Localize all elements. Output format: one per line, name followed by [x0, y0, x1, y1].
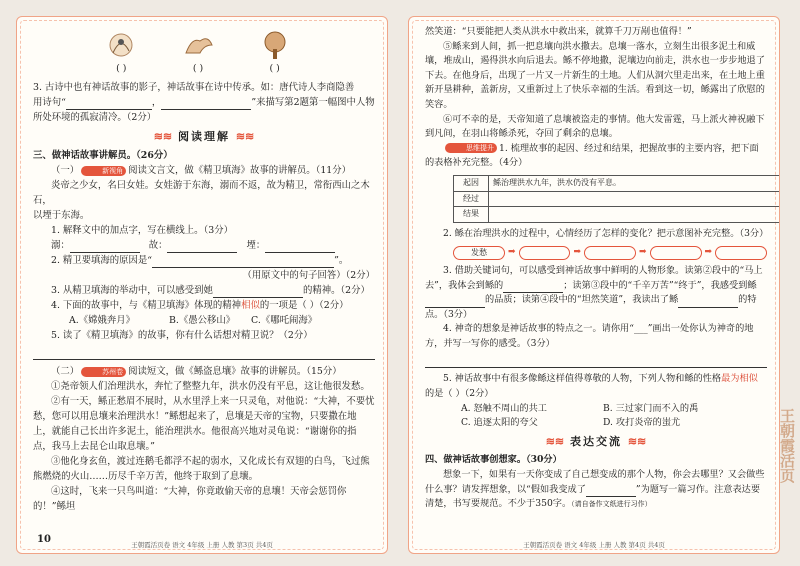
essay-prompt: 想象一下，如果有一天你变成了自己想变成的那个人物，你会去哪里？又会做些什么事？请发挥想象，以“假如我变成了 ”为题写一篇习作。注意表达要清楚，书写要规范。不少于350字。（请自备作文纸进行习作）: [425, 469, 765, 510]
new-angle-tag: 新视角: [81, 166, 126, 176]
right-q4: 4. 神奇的想象是神话故事的特点之一。请你用“___”画出一处你认为神奇的地方，并写一写你的感受。（3分）: [425, 323, 754, 349]
section-reading-title: ≋≋ 阅读理解 ≋≋: [153, 130, 255, 143]
flow-box-5[interactable]: [715, 246, 767, 260]
reading-q5: 5. 读了《精卫填海》的故事，你有什么话想对精卫说？（2分）: [51, 330, 313, 341]
q5-options-row1: [425, 402, 767, 417]
classical-text-2: 以堙于东海。: [33, 210, 90, 221]
option-d[interactable]: D. 攻打炎帝的蚩尤: [603, 417, 681, 429]
passage2-header: （二） 苏州卷 阅读短文，做《鲧盗息壤》故事的讲解员。（15分）: [51, 366, 342, 377]
left-page: [16, 16, 388, 554]
option-a[interactable]: A.《嫦娥奔月》: [69, 315, 136, 326]
reading-q2: 2. 精卫要填海的原因是“ ”。: [51, 255, 349, 266]
right-q1: 思维提升 1. 梳理故事的起因、经过和结果，把握故事的主要内容，把下面的表格补充完整。（4分）: [425, 142, 759, 169]
picture-moon-lady: ( ): [101, 31, 141, 76]
table-result-cell[interactable]: [489, 207, 781, 223]
flow-box-1: 发愁: [453, 246, 505, 260]
poem-blank-2[interactable]: [161, 99, 251, 110]
page-number: 10: [37, 534, 51, 545]
q4-options: [33, 313, 375, 328]
answer-line-q5[interactable]: [33, 345, 375, 360]
passage1-header: （一） 新视角 阅读文言文，做《精卫填海》故事的讲解员。（11分）: [51, 165, 352, 176]
story-para-4: ④这时，飞来一只鸟叫道：“大神，你竟敢偷天帝的息壤！天帝会惩罚你的！”鲧坦: [33, 486, 347, 512]
story-para-3: ③他化身玄鱼，渡过连鹅毛都浮不起的弱水，又化成长有双翅的白鸟，飞过熊熊燃烧的火山……历尽千辛万苦，他终于取到了息壤。: [33, 456, 370, 482]
right-footer: 王朝霞活页卷 语文 4年级 上册 人教 第4页 共4页: [523, 541, 665, 549]
story-para-4-cont: 然笑道：“只要能把人类从洪水中救出来，就算千刀万剐也值得！”: [425, 26, 692, 37]
answer-r-q3-3[interactable]: [678, 297, 738, 308]
part4-title: 四、做神话故事创想家。（30分）: [425, 454, 562, 466]
brand-watermark: 王朝霞活页: [778, 408, 796, 483]
option-b[interactable]: B. 三过家门而不入的禹: [603, 402, 699, 414]
flow-box-4[interactable]: [650, 246, 702, 260]
right-page: [408, 16, 780, 554]
picture-row: [83, 31, 313, 76]
answer-ni[interactable]: [70, 242, 140, 253]
answer-q3[interactable]: [213, 287, 303, 298]
q3-line1: 3. 古诗中也有神话故事的影子，神话故事在诗中传承。如：唐代诗人李商隐善: [33, 82, 355, 93]
picture-bird: ( ): [178, 31, 218, 76]
right-q5: 5. 神话故事中有很多像鲧这样值得尊敬的人物，下列人物和鲧的性格最为相似的是（ ）（2分）: [425, 373, 758, 400]
picture-tree: ( ): [255, 31, 295, 76]
answer-line-r-q4[interactable]: [425, 353, 767, 368]
q3-line3: 所处环境的孤寂清冷。（2分）: [33, 112, 157, 123]
q3-line2: 用诗句“ ， ”来描写第2题第一幅图中人物: [33, 97, 375, 108]
reading-q1: 1. 解释文中的加点字，写在横线上。（3分）: [51, 225, 233, 236]
flow-box-2[interactable]: [519, 246, 571, 260]
option-c[interactable]: C. 追逐太阳的夸父: [461, 417, 538, 429]
section-express-title: ≋≋ 表达交流 ≋≋: [545, 434, 647, 448]
story-table: 起因 鲧治理洪水九年，洪水仍没有平息。 经过 结果: [453, 175, 780, 223]
answer-r-q3-2[interactable]: [425, 297, 485, 308]
mood-flowchart: 发愁 ➡ ➡ ➡ ➡: [453, 245, 767, 260]
thinking-tag: 思维提升: [445, 143, 497, 153]
story-para-6: ⑥可不幸的是，天帝知道了息壤被盗走的事情。他大发雷霆，马上派火神祝融下到凡间，在羽山将鲧杀死，夺回了剩余的息壤。: [425, 113, 765, 140]
suzhou-tag: 苏州卷: [81, 367, 126, 377]
answer-gu[interactable]: [167, 242, 237, 253]
answer-r-q3-1[interactable]: [503, 282, 563, 293]
answer-q2[interactable]: [152, 257, 334, 268]
reading-q4: 4. 下面的故事中，与《精卫填海》体现的精神相似的一项是（ ）（2分）: [51, 300, 349, 311]
right-q2: 2. 鲧在治理洪水的过程中，心情经历了怎样的变化？把示意图补充完整。（3分）: [443, 227, 769, 239]
answer-yin[interactable]: [265, 242, 335, 253]
q1-answer-row: 溺： 故： 堙：: [33, 238, 375, 253]
story-para-2: ②有一天，鲧正愁眉不展时，从水里浮上来一只灵龟，对他说：“大神，不要忧愁，您可以用息壤来治理洪水！”鲧想起来了，息壤是天帝的宝物，只要撒在地上，就能自己长出许多泥土，能治理洪水。他很高兴地对灵龟说：“谢谢你的指点，我马上去昆仑山取息壤。”: [33, 396, 375, 452]
flow-box-3[interactable]: [584, 246, 636, 260]
option-b[interactable]: B.《愚公移山》: [169, 315, 236, 326]
q5-options-row2: [425, 416, 767, 431]
reading-q3: 3. 从精卫填海的举动中，可以感受到她 的精神。（2分）: [51, 285, 370, 296]
part3-title: 三、做神话故事讲解员。（26分）: [33, 150, 173, 161]
story-para-5: ⑤鲧来到人间，抓一把息壤向洪水撒去。息壤一落水，立刻生出很多泥土和威壤，堆成山，遏得洪水向后退去。鲧不停地撒，泥壤边向前走，洪水也一步步地退了下去。在他身后，出现了一片又一片新生的土地。人们从洞穴里走出来，在土地上重新开垦耕种，盖新房，又重新过上了快乐幸福的生活。看到这一切，鲧露出了欣慰的笑容。: [425, 40, 765, 110]
table-process-cell[interactable]: [489, 191, 781, 207]
story-para-1: ①尧帝领人们治理洪水，奔忙了整整九年，洪水仍没有平息，这让他很发愁。: [51, 381, 370, 392]
q2-note: （用原文中的句子回答）（2分）: [242, 270, 375, 281]
poem-blank-1[interactable]: [66, 99, 152, 110]
option-a[interactable]: A. 怒触不周山的共工: [461, 402, 547, 414]
right-q3: 3. 借助关键词句，可以感受到神话故事中鲜明的人物形象。读第②段中的“马上去”，我体会到鲧的 ；读第③段中的“千辛万苦”“终于”，我感受到鲧的品质；读第④段中的“坦然笑道”，我读出了鲧 的特点。（3分）: [425, 264, 763, 320]
classical-text-1: 炎帝之少女，名曰女娃。女娃游于东海，溺而不返，故为精卫，常衔西山之木石，: [33, 180, 370, 206]
option-c[interactable]: C.《哪吒闹海》: [251, 315, 318, 326]
left-footer: 王朝霞活页卷 语文 4年级 上册 人教 第3页 共4页: [131, 541, 273, 549]
essay-title-blank[interactable]: [586, 486, 636, 497]
